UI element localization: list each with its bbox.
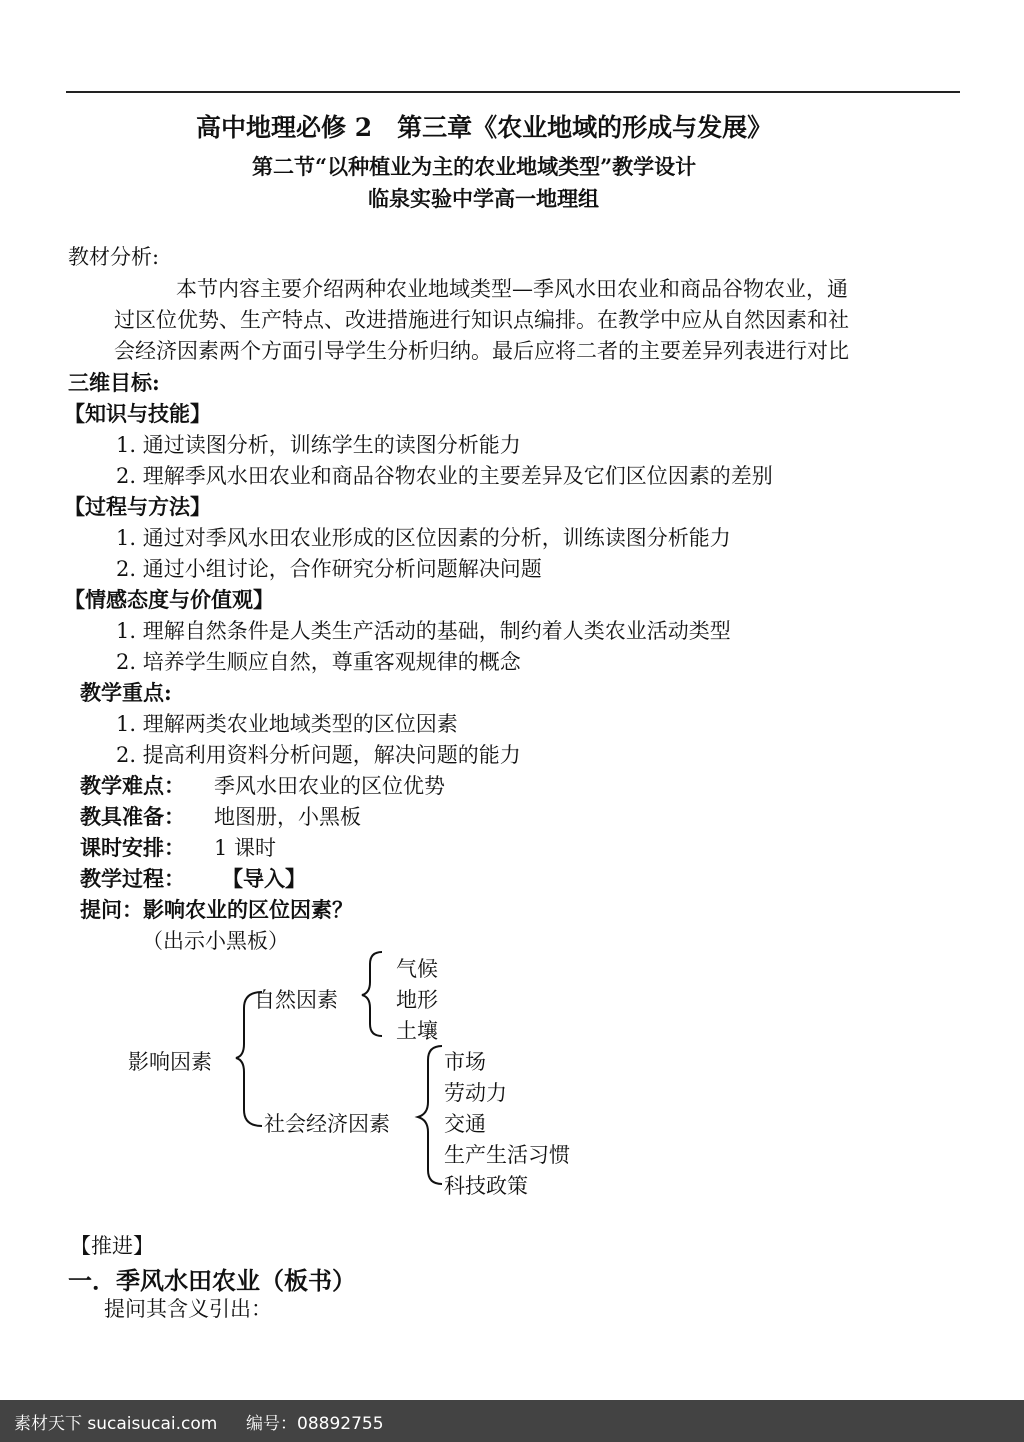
tools-value: 地图册，小黑板 <box>214 805 361 829</box>
natural-brace <box>362 952 382 1036</box>
diagram-root: 影响因素 <box>128 1050 212 1074</box>
difficulty-value: 季风水田农业的区位优势 <box>214 774 445 798</box>
watermark-code: 编号：08892755 <box>246 1414 384 1434</box>
analysis-line-3: 会经济因素两个方面引导学生分析归纳。最后应将二者的主要差异列表进行对比 <box>114 339 849 363</box>
process-row-label: 教学过程： <box>80 866 185 891</box>
social-item-habits: 生产生活习惯 <box>444 1143 570 1167</box>
section-note: 提问其含义引出： <box>104 1297 272 1321</box>
watermark-site: 素材天下 sucaisucai.com <box>14 1414 218 1434</box>
focus-heading: 教学重点: <box>80 680 172 705</box>
diagram-natural: 自然因素 <box>254 988 338 1012</box>
social-item-labor: 劳动力 <box>444 1081 507 1105</box>
process-row-value: 【导入】 <box>222 866 306 891</box>
emotion-heading: 【情感态度与价值观】 <box>64 587 274 612</box>
natural-item-soil: 土壤 <box>396 1019 438 1043</box>
emotion-item-2: 2. 培养学生顺应自然，尊重客观规律的概念 <box>116 650 521 674</box>
natural-item-climate: 气候 <box>396 957 438 981</box>
hours-value: 1 课时 <box>214 836 277 860</box>
show-board-text: （出示小黑板） <box>142 929 289 953</box>
diagram-social: 社会经济因素 <box>264 1112 390 1136</box>
section-heading: 一．季风水田农业（板书） <box>68 1266 356 1295</box>
process-item-1: 1. 通过对季风水田农业形成的区位因素的分析，训练读图分析能力 <box>116 526 731 550</box>
advance-label: 【推进】 <box>70 1234 154 1258</box>
social-brace <box>418 1046 442 1184</box>
analysis-line-1: 本节内容主要介绍两种农业地域类型—季风水田农业和商品谷物农业，通 <box>176 277 848 301</box>
natural-item-terrain: 地形 <box>396 988 438 1012</box>
document-title: 高中地理必修 2 第三章《农业地域的形成与发展》 <box>196 113 773 142</box>
knowledge-item-2: 2. 理解季风水田农业和商品谷物农业的主要差异及它们区位因素的差别 <box>116 464 773 488</box>
focus-item-2: 2. 提高利用资料分析问题，解决问题的能力 <box>116 743 521 767</box>
analysis-heading: 教材分析: <box>68 245 160 269</box>
question-text: 提问：影响农业的区位因素？ <box>80 897 353 922</box>
document-subtitle: 第二节“以种植业为主的农业地域类型”教学设计 <box>252 154 697 179</box>
social-item-policy: 科技政策 <box>444 1174 528 1198</box>
focus-item-1: 1. 理解两类农业地域类型的区位因素 <box>116 712 458 736</box>
tools-label: 教具准备： <box>80 804 185 829</box>
analysis-line-2: 过区位优势、生产特点、改进措施进行知识点编排。在教学中应从自然因素和社 <box>114 308 849 332</box>
process-item-2: 2. 通过小组讨论，合作研究分析问题解决问题 <box>116 557 542 581</box>
difficulty-label: 教学难点： <box>80 773 185 798</box>
social-item-transport: 交通 <box>444 1112 486 1136</box>
hours-label: 课时安排： <box>80 835 185 860</box>
social-item-market: 市场 <box>444 1050 486 1074</box>
goals-heading: 三维目标: <box>68 370 160 395</box>
knowledge-item-1: 1. 通过读图分析，训练学生的读图分析能力 <box>116 433 521 457</box>
knowledge-heading: 【知识与技能】 <box>64 401 211 426</box>
process-heading: 【过程与方法】 <box>64 494 211 519</box>
emotion-item-1: 1. 理解自然条件是人类生产活动的基础，制约着人类农业活动类型 <box>116 619 731 643</box>
document-author: 临泉实验中学高一地理组 <box>368 186 599 211</box>
